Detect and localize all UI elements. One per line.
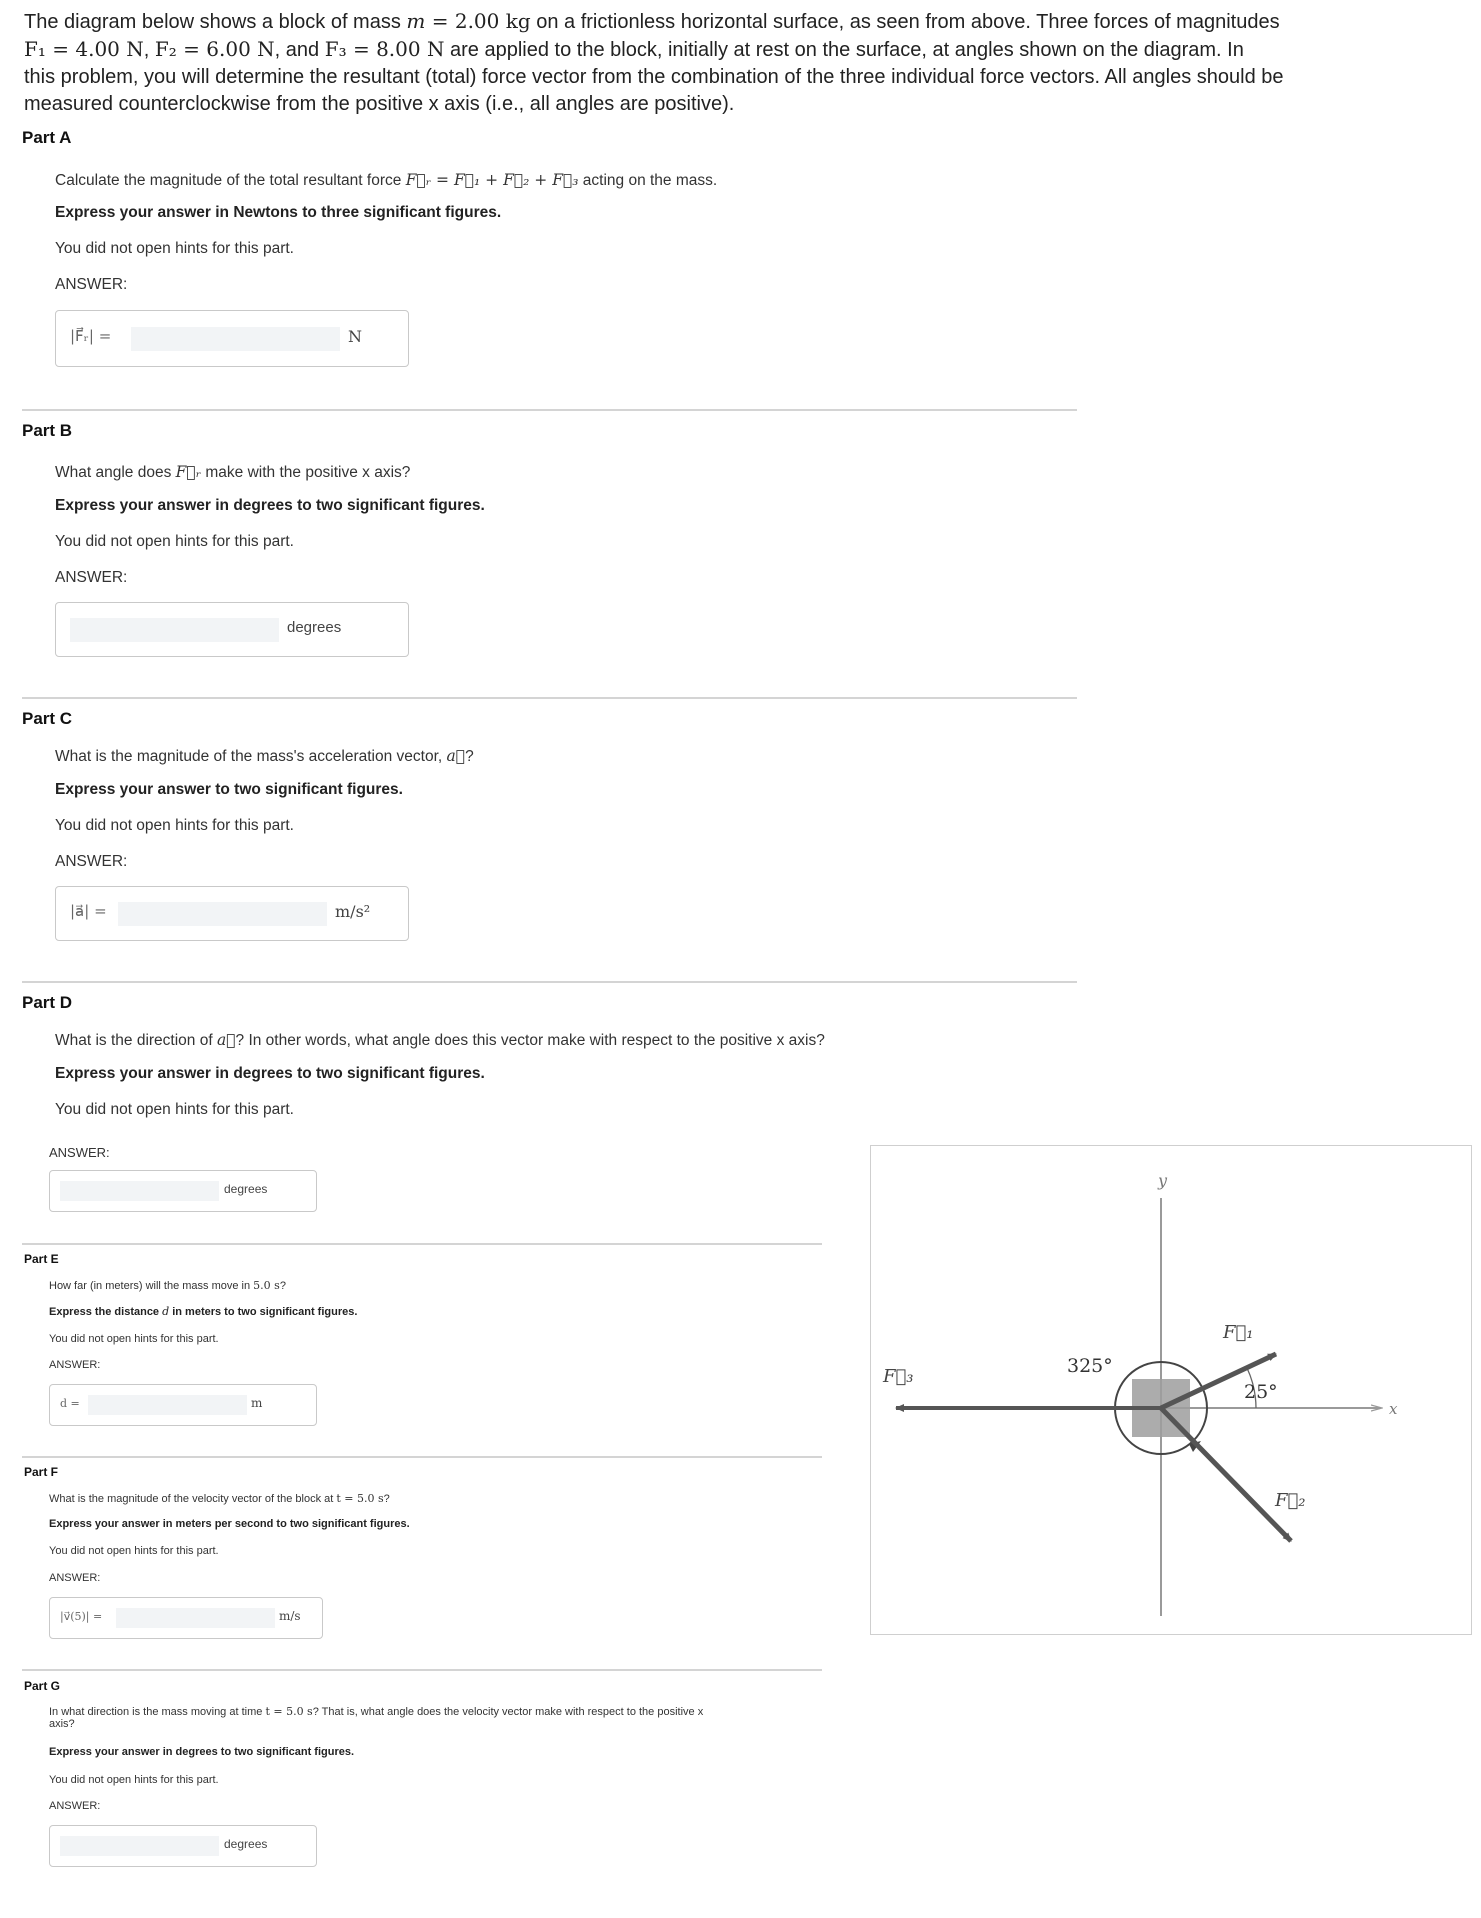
question-text: What angle does: [55, 464, 176, 481]
question-text: In what direction is the mass moving at time: [49, 1706, 266, 1718]
question-text: ? In other words, what angle does this vector make with respect to the positive x axis?: [235, 1032, 825, 1049]
part-e-answer-label: ANSWER:: [49, 1359, 101, 1371]
angle-325-label: 325°: [1067, 1355, 1113, 1377]
force-diagram: [870, 1145, 1472, 1635]
part-c-instruction: Express your answer to two significant figures.: [55, 781, 403, 798]
question-text: ? That is, what angle does the velocity vector make with respect to the positive x: [312, 1706, 704, 1718]
intro-line-2: [24, 36, 1424, 64]
part-a-answer-box: [55, 310, 409, 367]
intro-line-3: this problem, you will determine the resultant (total) force vector from the combination of the three individual force vectors. All angles should be: [24, 66, 1284, 88]
part-g-hint[interactable]: You did not open hints for this part.: [49, 1774, 219, 1786]
question-text: What is the magnitude of the mass's acceleration vector,: [55, 748, 447, 765]
f2-magnitude: F₂ = 6.00 N: [154, 37, 275, 61]
part-c-answer-input[interactable]: [118, 902, 327, 926]
part-g-answer-box: [49, 1825, 317, 1867]
part-b-unit: degrees: [287, 619, 342, 636]
part-a-question: [55, 171, 717, 190]
instruction-text: Express the distance: [49, 1306, 163, 1318]
part-divider: [22, 1456, 822, 1458]
comma: ,: [143, 39, 155, 61]
part-d-title: Part D: [22, 993, 73, 1012]
part-e-unit: m: [251, 1396, 263, 1410]
part-f-hint[interactable]: You did not open hints for this part.: [49, 1545, 219, 1557]
part-d-unit: degrees: [224, 1182, 268, 1196]
question-text: acting on the mass.: [578, 172, 718, 189]
question-text: ?: [465, 748, 474, 765]
part-g-question: [49, 1705, 819, 1730]
f3-label: F⃗₃: [883, 1366, 914, 1387]
force-diagram-svg: [871, 1146, 1473, 1636]
part-a-hint[interactable]: You did not open hints for this part.: [55, 240, 294, 257]
part-divider: [22, 1243, 822, 1245]
intro-line-1: [24, 8, 1424, 36]
part-divider: [22, 697, 1077, 699]
part-e-hint[interactable]: You did not open hints for this part.: [49, 1333, 219, 1345]
question-math: 5.0 s: [253, 1279, 280, 1292]
part-c-unit: m/s²: [335, 902, 371, 921]
question-text: Calculate the magnitude of the total resultant force: [55, 172, 406, 189]
part-e-answer-input[interactable]: [88, 1395, 247, 1415]
part-d-hint[interactable]: You did not open hints for this part.: [55, 1101, 294, 1118]
part-f-answer-label: ANSWER:: [49, 1572, 101, 1584]
f2-label: F⃗₂: [1275, 1490, 1306, 1511]
part-g-title: Part G: [24, 1679, 61, 1693]
part-b-hint[interactable]: You did not open hints for this part.: [55, 533, 294, 550]
part-c-answer-label: ANSWER:: [55, 853, 128, 870]
part-a-answer-label: ANSWER:: [55, 276, 128, 293]
question-text: How far (in meters) will the mass move in: [49, 1280, 254, 1292]
part-f-instruction: Express your answer in meters per second to two significant figures.: [49, 1518, 410, 1530]
part-f-title: Part F: [24, 1465, 59, 1479]
part-a-answer-input[interactable]: [131, 327, 340, 351]
part-a-unit: N: [348, 327, 362, 346]
part-g-answer-input[interactable]: [60, 1836, 219, 1856]
question-math: a⃗: [216, 1031, 236, 1049]
question-math: t = 5.0 s: [265, 1705, 313, 1718]
intro-line-4: measured counterclockwise from the positive x axis (i.e., all angles are positive).: [24, 93, 735, 115]
part-f-question: [49, 1492, 390, 1505]
instruction-text: in meters to two significant figures.: [169, 1306, 358, 1318]
intro-text: The diagram below shows a block of mass: [24, 11, 407, 33]
part-e-title: Part E: [24, 1252, 59, 1266]
part-d-instruction: Express your answer in degrees to two significant figures.: [55, 1065, 485, 1082]
part-b-answer-input[interactable]: [70, 618, 279, 642]
f1-label: F⃗₁: [1223, 1322, 1254, 1343]
question-text: What is the direction of: [55, 1032, 217, 1049]
part-a-variable-label: |F⃗ᵣ| =: [70, 327, 112, 345]
part-d-answer-input[interactable]: [60, 1181, 219, 1201]
angle-25-label: 25°: [1244, 1381, 1278, 1403]
part-d-question: [55, 1031, 825, 1050]
part-g-unit: degrees: [224, 1837, 268, 1851]
question-text: ?: [383, 1493, 390, 1505]
part-f-answer-input[interactable]: [116, 1608, 275, 1628]
f3-magnitude: F₃ = 8.00 N: [324, 37, 445, 61]
question-math: F⃗ᵣ = F⃗₁ + F⃗₂ + F⃗₃: [405, 171, 579, 189]
part-f-variable-label: |v⃗(5)| =: [60, 1610, 103, 1623]
part-d-answer-box: [49, 1170, 317, 1212]
part-b-answer-box: [55, 602, 409, 657]
part-e-answer-box: [49, 1384, 317, 1426]
question-text: ?: [279, 1280, 286, 1292]
part-d-answer-label: ANSWER:: [49, 1145, 110, 1160]
part-e-instruction: [49, 1305, 357, 1318]
part-b-question: [55, 463, 410, 482]
instruction-math: d: [162, 1305, 170, 1318]
part-c-answer-box: [55, 886, 409, 941]
question-math: t = 5.0 s: [336, 1492, 384, 1505]
mass-value: = 2.00 kg: [425, 9, 531, 33]
question-math: a⃗: [446, 747, 466, 765]
part-c-hint[interactable]: You did not open hints for this part.: [55, 817, 294, 834]
part-f-unit: m/s: [279, 1609, 301, 1623]
x-axis-label: x: [1389, 1400, 1398, 1418]
f1-magnitude: F₁ = 4.00 N: [24, 37, 144, 61]
part-g-instruction: Express your answer in degrees to two significant figures.: [49, 1746, 355, 1758]
part-b-instruction: Express your answer in degrees to two significant figures.: [55, 497, 485, 514]
and-text: , and: [274, 39, 325, 61]
part-c-question: [55, 747, 474, 766]
part-b-answer-label: ANSWER:: [55, 569, 128, 586]
question-text: What is the magnitude of the velocity vector of the block at: [49, 1493, 337, 1505]
part-divider: [22, 981, 1077, 983]
part-f-answer-box: [49, 1597, 323, 1639]
part-e-question: [49, 1279, 286, 1292]
f2-arrow: [1161, 1408, 1291, 1541]
part-a-instruction: Express your answer in Newtons to three significant figures.: [55, 204, 502, 221]
part-a-title: Part A: [22, 128, 72, 147]
part-g-answer-label: ANSWER:: [49, 1800, 101, 1812]
part-b-title: Part B: [22, 421, 73, 440]
question-math: F⃗ᵣ: [175, 463, 202, 481]
part-divider: [22, 409, 1077, 411]
y-axis-label: y: [1158, 1171, 1168, 1190]
part-c-title: Part C: [22, 709, 73, 728]
part-e-variable-label: d =: [60, 1397, 80, 1410]
part-divider: [22, 1669, 822, 1671]
question-text: axis?: [49, 1718, 75, 1730]
intro-text: on a frictionless horizontal surface, as seen from above. Three forces of magnitudes: [530, 11, 1280, 33]
problem-intro: [24, 8, 1424, 118]
part-c-variable-label: |a⃗| =: [70, 902, 107, 920]
mass-symbol: m: [406, 9, 426, 33]
intro-text: are applied to the block, initially at rest on the surface, at angles shown on the diagram. In: [444, 39, 1244, 61]
question-text: make with the positive x axis?: [201, 464, 411, 481]
